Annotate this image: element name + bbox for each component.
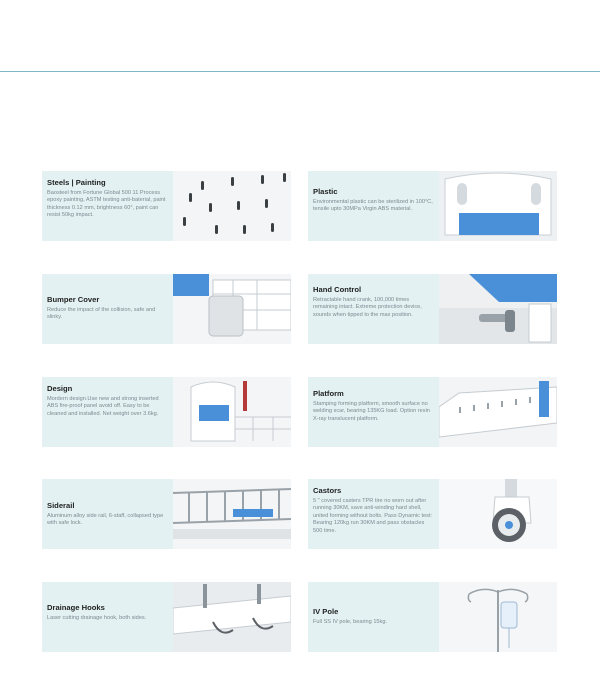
feature-card-bumper-cover <box>42 274 291 344</box>
feature-title: Siderail <box>47 501 75 510</box>
feature-description: Laser cutting drainage hook, both sides. <box>47 615 147 621</box>
feature-card-siderail <box>42 479 291 549</box>
feature-card-castors <box>308 479 557 549</box>
feature-description: Reduce the impact of the collision, safe and slinky. <box>47 307 156 321</box>
hand-crank-image <box>439 274 557 344</box>
feature-description: Stamping forming platform, smooth surface no welding scar, bearing 135KG load. Option resin X-ray translucent platform. <box>313 401 430 422</box>
header-divider <box>0 71 600 72</box>
feature-title: Steels | Painting <box>47 178 106 187</box>
feature-description: Baosteel from Fortune Global 500 11 Process epoxy painting, ASTM testing anti-baterial, paint thickness 0.12 mm, brightness 60°, paint can resist 50kg impact. <box>47 190 166 219</box>
feature-description: Full SS IV pole, bearing 15kg. <box>313 619 388 625</box>
feature-card-iv-pole <box>308 582 557 652</box>
castor-wheel-image <box>439 479 557 549</box>
drainage-hook-image <box>173 582 291 652</box>
feature-description: Retractable hand crank, 100,000 times remaining intact. Extreme protection device, sounds when tipped to the max position. <box>313 297 422 318</box>
feature-description: Environmental plastic can be sterilized in 100°C, tensile upto 30MPa Virgin ABS material. <box>313 199 433 213</box>
feature-title: Hand Control <box>313 285 362 294</box>
iv-pole-image <box>439 582 557 652</box>
feature-title: IV Pole <box>313 607 339 616</box>
feature-title: Design <box>47 384 73 393</box>
feature-card-platform <box>308 377 557 447</box>
feature-card-steels-painting <box>42 171 291 241</box>
feature-title: Plastic <box>313 187 338 196</box>
side-rail-image <box>173 479 291 549</box>
stamped-platform-image <box>439 377 557 447</box>
feature-title: Drainage Hooks <box>47 603 105 612</box>
feature-description: Mordern design.Use new and strong inserted ABS fire-proof panel avoid off. Easy to be cleaned and installed. Net weight over 3.6kg. <box>47 396 159 417</box>
abs-panel-image <box>173 377 291 447</box>
feature-title: Platform <box>313 389 344 398</box>
perforated-steel-image <box>173 171 291 241</box>
feature-card-design <box>42 377 291 447</box>
feature-card-plastic <box>308 171 557 241</box>
plastic-headboard-image <box>439 171 557 241</box>
feature-description: Aluminum alloy side rail, 6-staff, collapsed type with safe lock. <box>47 513 164 527</box>
feature-title: Castors <box>313 486 342 495</box>
feature-card-drainage-hooks <box>42 582 291 652</box>
feature-title: Bumper Cover <box>47 295 100 304</box>
feature-description: 5 " covered casters TPR tire no worn out after running 30KM, save anti-winding hard shell, united forming without bolts. Pass Dynamic test: Bearing 120kg run 30KM and pass obstacles 500 time. <box>313 498 433 534</box>
feature-card-hand-control <box>308 274 557 344</box>
bumper-cover-image <box>173 274 291 344</box>
